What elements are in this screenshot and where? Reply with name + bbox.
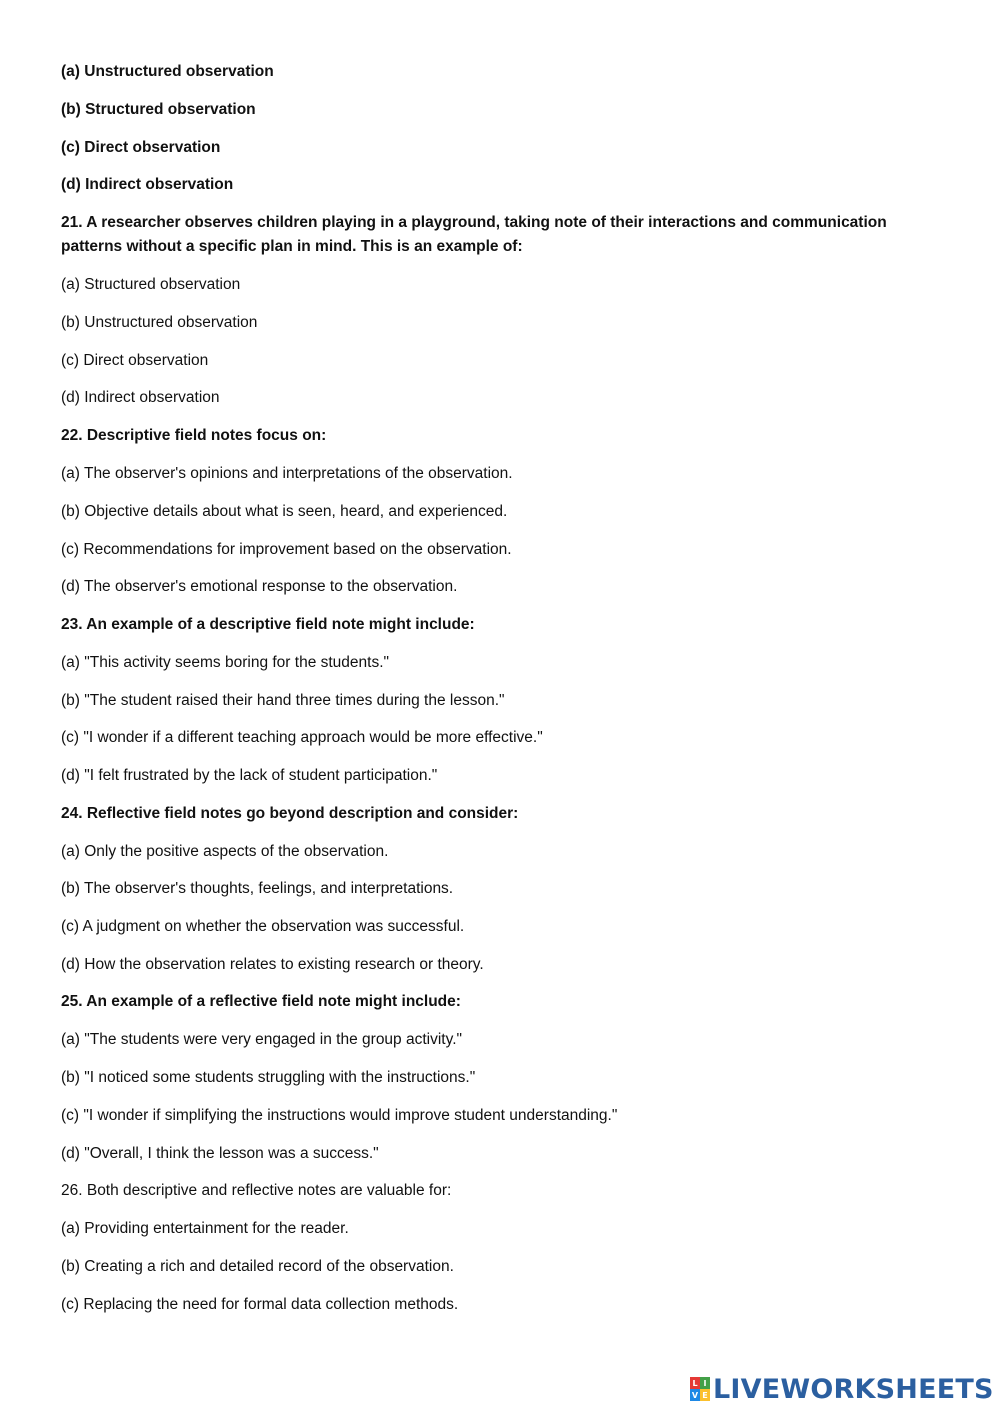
answer-option: (a) Providing entertainment for the reader. <box>61 1220 349 1237</box>
answer-option: (d) The observer's emotional response to the observation. <box>61 578 458 595</box>
logo-mark-letter: I <box>700 1377 710 1389</box>
answer-option: (d) How the observation relates to existing research or theory. <box>61 956 484 973</box>
question-text: 25. An example of a reflective field note might include: <box>61 993 461 1010</box>
answer-option: (c) A judgment on whether the observation was successful. <box>61 918 465 935</box>
answer-option: (c) Direct observation <box>61 352 209 369</box>
answer-option: (c) Replacing the need for formal data collection methods. <box>61 1296 459 1313</box>
answer-option: (b) The observer's thoughts, feelings, and interpretations. <box>61 880 454 897</box>
question-text: (a) Unstructured observation <box>61 63 274 80</box>
question-text: (c) Direct observation <box>61 139 221 156</box>
question-text: 23. An example of a descriptive field note might include: <box>61 616 475 633</box>
logo-mark-letter: L <box>690 1377 700 1389</box>
answer-option: (d) "Overall, I think the lesson was a success." <box>61 1145 379 1162</box>
question-text: 21. A researcher observes children playing in a playground, taking note of their interactions and communication patterns without a specific plan in mind. This is an example of: <box>61 214 887 255</box>
question-text: (d) Indirect observation <box>61 176 234 193</box>
answer-option: (b) Creating a rich and detailed record of the observation. <box>61 1258 454 1275</box>
answer-option: (c) Recommendations for improvement based on the observation. <box>61 541 512 558</box>
answer-option: 26. Both descriptive and reflective notes are valuable for: <box>61 1182 452 1199</box>
answer-option: (a) The observer's opinions and interpretations of the observation. <box>61 465 513 482</box>
answer-option: (c) "I wonder if simplifying the instructions would improve student understanding." <box>61 1107 618 1124</box>
liveworksheets-logo <box>690 1372 994 1406</box>
logo-mark-letter: E <box>700 1389 710 1401</box>
logo-mark-letter: V <box>691 1390 699 1400</box>
answer-option: (a) Structured observation <box>61 276 241 293</box>
answer-option: (a) "The students were very engaged in the group activity." <box>61 1031 463 1048</box>
answer-option: (d) Indirect observation <box>61 389 220 406</box>
answer-option: (b) "I noticed some students struggling with the instructions." <box>61 1069 476 1086</box>
answer-option: (a) Only the positive aspects of the observation. <box>61 843 389 860</box>
answer-option: (c) "I wonder if a different teaching approach would be more effective." <box>61 729 543 746</box>
liveworksheets-logo-icon <box>690 1377 710 1401</box>
answer-option: (b) Unstructured observation <box>61 314 258 331</box>
question-text: 24. Reflective field notes go beyond description and consider: <box>61 805 519 822</box>
answer-option: (b) Objective details about what is seen, heard, and experienced. <box>61 503 508 520</box>
answer-option: (d) "I felt frustrated by the lack of student participation." <box>61 767 438 784</box>
question-text: (b) Structured observation <box>61 101 256 118</box>
question-text: 22. Descriptive field notes focus on: <box>61 427 327 444</box>
answer-option: (a) "This activity seems boring for the students." <box>61 654 390 671</box>
answer-option: (b) "The student raised their hand three times during the lesson." <box>61 692 505 709</box>
logo-text: LIVEWORKSHEETS <box>713 1373 994 1405</box>
